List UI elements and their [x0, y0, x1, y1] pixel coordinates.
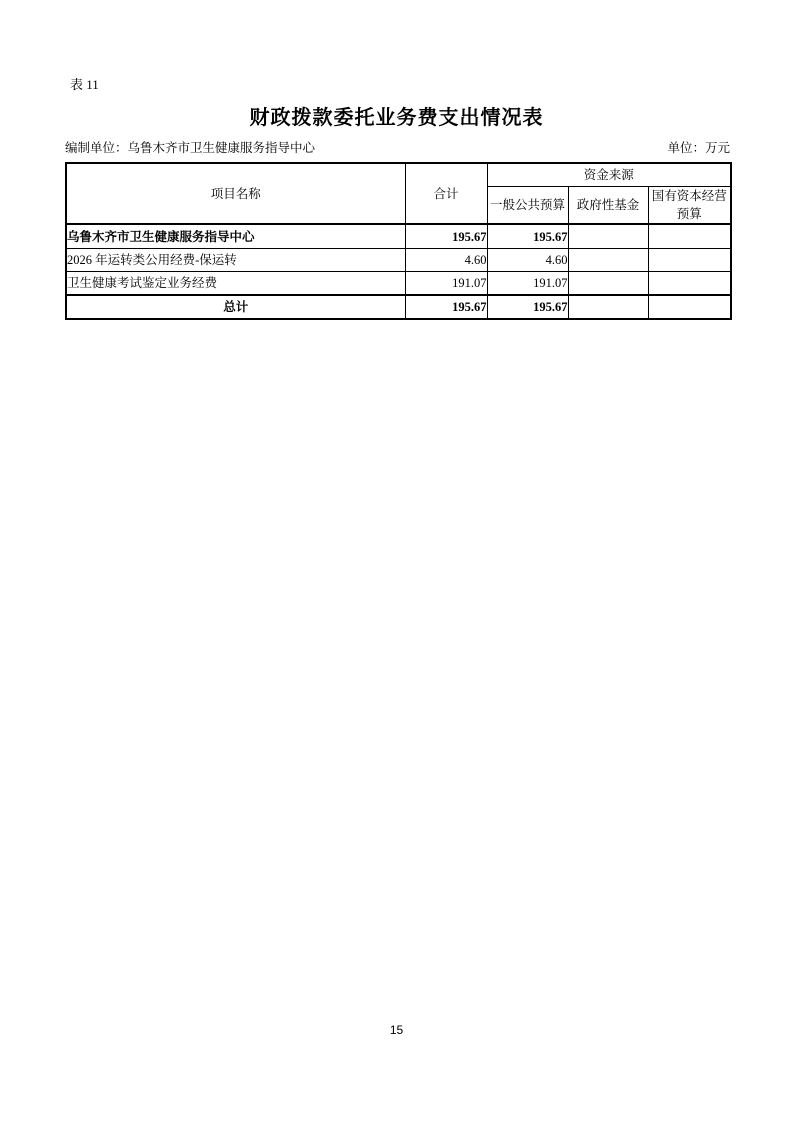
row-total-value: 4.60	[405, 249, 487, 272]
header-general-public-budget: 一般公共预算	[487, 187, 568, 225]
page-title: 财政拨款委托业务费支出情况表	[249, 107, 544, 129]
row-general-public-budget-value: 4.60	[487, 249, 568, 272]
row-government-fund-value	[568, 295, 648, 319]
row-name: 卫生健康考试鉴定业务经费	[66, 272, 405, 296]
table-row-grand-total	[66, 295, 731, 319]
row-total-value: 191.07	[405, 272, 487, 296]
table-row-unit-total	[66, 224, 731, 249]
row-state-capital-budget-value	[648, 272, 731, 296]
unit-note-label: 单位：万元	[667, 141, 730, 155]
row-government-fund-value	[568, 249, 648, 272]
row-government-fund-value	[568, 224, 648, 249]
row-state-capital-budget-value	[648, 224, 731, 249]
header-row-top	[66, 163, 731, 187]
row-name: 2026 年运转类公用经费-保运转	[66, 249, 405, 272]
budget-table	[65, 162, 732, 320]
header-project-name: 项目名称	[66, 163, 405, 224]
prepared-by-label: 编制单位：乌鲁木齐市卫生健康服务指导中心	[65, 141, 316, 155]
row-government-fund-value	[568, 272, 648, 296]
budget-table-body	[66, 224, 731, 319]
row-state-capital-budget-value	[648, 249, 731, 272]
row-general-public-budget-value: 195.67	[487, 224, 568, 249]
table-row-operating-expense	[66, 249, 731, 272]
table-number-label: 表 11	[70, 77, 99, 92]
header-government-fund: 政府性基金	[568, 187, 648, 225]
budget-table-header	[66, 163, 731, 224]
meta-row	[65, 138, 730, 156]
header-total: 合计	[405, 163, 487, 224]
row-total-value: 195.67	[405, 295, 487, 319]
row-name: 乌鲁木齐市卫生健康服务指导中心	[66, 224, 405, 249]
row-general-public-budget-value: 191.07	[487, 272, 568, 296]
row-state-capital-budget-value	[648, 295, 731, 319]
header-state-capital-budget: 国有资本经营预算	[648, 187, 731, 225]
header-funding-source-group: 资金来源	[487, 163, 731, 187]
row-total-value: 195.67	[405, 224, 487, 249]
row-name: 总计	[66, 295, 405, 319]
row-general-public-budget-value: 195.67	[487, 295, 568, 319]
page-number: 15	[389, 1023, 404, 1037]
table-row-exam-appraisal-expense	[66, 272, 731, 296]
